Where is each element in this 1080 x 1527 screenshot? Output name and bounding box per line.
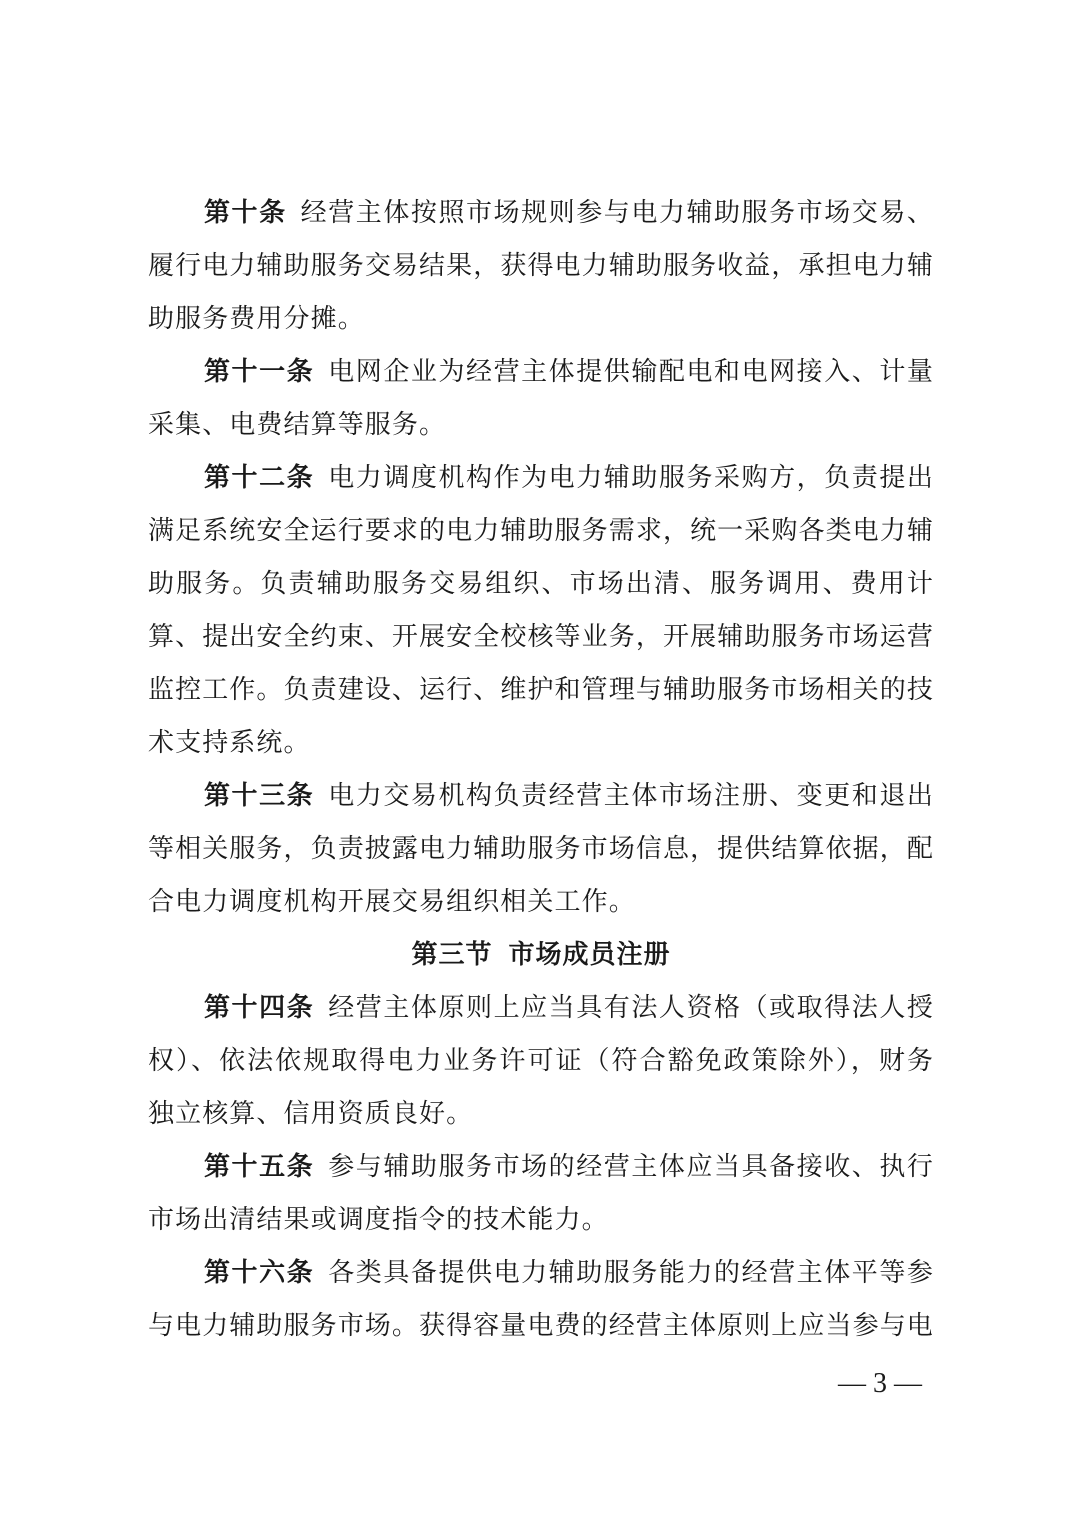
section-number: 第三节 — [411, 940, 493, 970]
article-text: 经营主体按照市场规则参与电力辅助服务市场交易、履行电力辅助服务交易结果，获得电力辅助服务收益，承担电力辅助服务费用分摊。 — [148, 198, 934, 334]
article-16 — [148, 1247, 934, 1353]
article-text: 各类具备提供电力辅助服务能力的经营主体平等参与电力辅助服务市场。获得容量电费的经营主体原则上应当参与电 — [148, 1258, 935, 1341]
article-14 — [148, 982, 934, 1141]
article-text: 电网企业为经营主体提供输配电和电网接入、计量采集、电费结算等服务。 — [148, 357, 935, 440]
article-text: 电力交易机构负责经营主体市场注册、变更和退出等相关服务，负责披露电力辅助服务市场信息，提供结算依据，配合电力调度机构开展交易组织相关工作。 — [148, 781, 935, 917]
article-label: 第十五条 — [204, 1152, 315, 1182]
section-heading — [148, 929, 934, 982]
article-label: 第十一条 — [204, 357, 315, 387]
section-title: 市场成员注册 — [508, 940, 671, 970]
page-number: — 3 — — [838, 1368, 922, 1399]
article-label: 第十条 — [204, 198, 287, 228]
article-10 — [148, 187, 934, 346]
article-label: 第十二条 — [204, 463, 315, 493]
article-label: 第十六条 — [204, 1258, 315, 1288]
article-15 — [148, 1141, 934, 1247]
article-text: 参与辅助服务市场的经营主体应当具备接收、执行市场出清结果或调度指令的技术能力。 — [148, 1152, 935, 1235]
article-label: 第十三条 — [204, 781, 315, 811]
article-text: 经营主体原则上应当具有法人资格（或取得法人授权）、依法依规取得电力业务许可证（符合豁免政策除外），财务独立核算、信用资质良好。 — [148, 993, 935, 1129]
document-page — [148, 187, 934, 1353]
article-13 — [148, 770, 934, 929]
article-text: 电力调度机构作为电力辅助服务采购方，负责提出满足系统安全运行要求的电力辅助服务需求，统一采购各类电力辅助服务。负责辅助服务交易组织、市场出清、服务调用、费用计算、提出安全约束、开展安全校核等业务，开展辅助服务市场运营监控工作。负责建设、运行、维护和管理与辅助服务市场相关的技术支持系统。 — [148, 463, 935, 758]
article-label: 第十四条 — [204, 993, 315, 1023]
article-12 — [148, 452, 934, 770]
article-11 — [148, 346, 934, 452]
